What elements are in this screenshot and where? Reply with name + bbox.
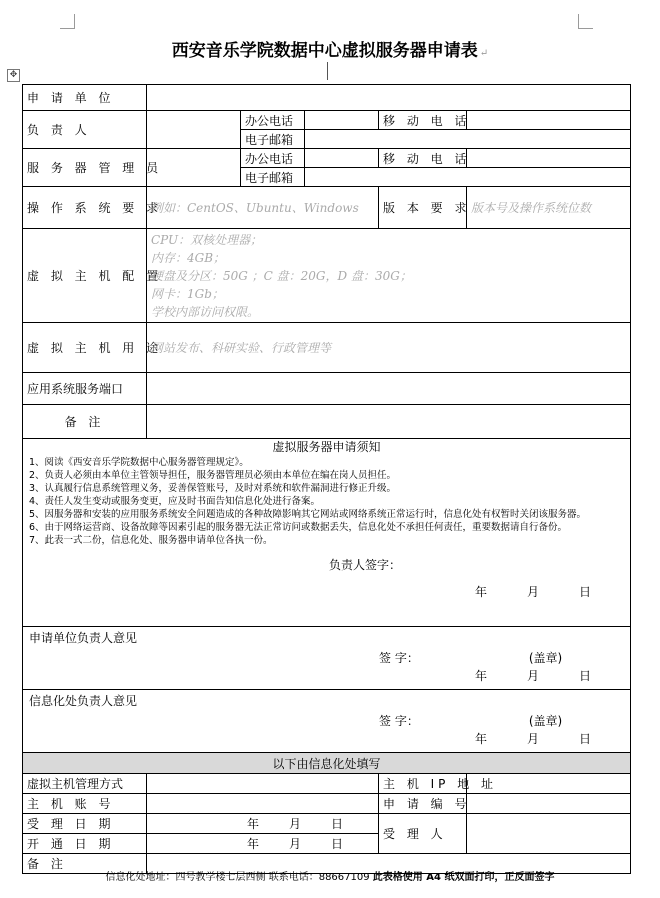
label-email: 电子邮箱 [241,130,305,149]
port-field[interactable] [147,373,631,405]
label-mgmt: 虚拟主机管理方式 [23,774,147,794]
year-label: 年 [247,817,260,831]
info-opinion-section[interactable] [23,690,631,753]
label-port: 应用系统服务端口 [23,373,147,405]
footer-address: 信息化处地址：四号教学楼七层西侧 联系电话：88667109 [105,872,370,883]
label-remark: 备 注 [23,405,147,439]
account-field[interactable] [147,794,379,814]
open-date-field[interactable] [147,834,379,854]
responsible-email-field[interactable] [305,130,631,149]
applicant-unit-field[interactable] [147,85,631,111]
label-accept-date: 受 理 日 期 [23,814,147,834]
text-cursor [327,62,328,80]
responsible-office-phone-field[interactable] [305,111,379,130]
sign-label: 签 字： [379,714,419,728]
row-accept-date [23,814,631,834]
row-account [23,794,631,814]
label-number: 申 请 编 号 [379,794,467,814]
seal-label: (盖章) [528,714,563,728]
year-label: 年 [475,585,488,599]
applicant-opinion-section[interactable] [23,627,631,690]
day-label: 日 [331,817,344,831]
handler-field[interactable] [467,814,631,854]
label-os: 操 作 系 统 要 求 [23,187,147,229]
mgmt-field[interactable] [147,774,379,794]
admin-mobile-field[interactable] [467,149,631,168]
label-version: 版 本 要 求 [379,187,467,229]
notice-title: 虚拟服务器申请须知 [272,440,381,454]
sign-label: 签 字： [379,651,419,665]
application-form-table [22,84,631,874]
remark-field[interactable] [147,405,631,439]
applicant-opinion-sign [29,649,624,667]
info-opinion-sign [29,712,624,730]
label-config: 虚 拟 主 机 配 置 [23,229,147,323]
page-corner-mark [578,14,593,29]
row-admin [23,149,631,168]
info-section-header: 以下由信息化处填写 [23,753,631,774]
row-config [23,229,631,323]
day-label: 日 [331,837,344,851]
config-field[interactable] [147,229,631,323]
label-mobile: 移 动 电 话 [379,149,467,168]
month-label: 月 [289,817,302,831]
year-label: 年 [475,732,488,746]
row-remark [23,405,631,439]
notice-section [23,439,631,627]
number-field[interactable] [467,794,631,814]
row-usage [23,323,631,373]
label-admin: 服 务 器 管 理 员 [23,149,147,187]
day-label: 日 [579,585,592,599]
notice-item: 1、阅读《西安音乐学院数据中心服务器管理规定》。 [29,457,249,468]
row-port [23,373,631,405]
label-ip: 主 机 IP 地 址 [379,774,467,794]
row-info-opinion [23,690,631,753]
month-label: 月 [289,837,302,851]
config-line: 学校内部访问权限。 [151,304,260,319]
label-responsible: 负 责 人 [23,111,147,149]
page-corner-mark [60,14,75,29]
responsible-mobile-field[interactable] [467,111,631,130]
document-title: 西安音乐学院数据中心虚拟服务器申请表 ↵ [171,41,489,61]
row-os [23,187,631,229]
notice-signer [29,559,624,572]
year-label: 年 [247,837,260,851]
label-office-phone: 办公电话 [241,111,305,130]
row-applicant-unit [23,85,631,111]
table-move-handle-icon[interactable]: ✥ [7,69,20,82]
config-line: 硬盘及分区：50G ；C 盘：20G，D 盘：30G； [151,268,412,283]
notice-item: 6、由于网络运营商、设备故障等因素引起的服务器无法正常访问或数据丢失，信息化处不承担任何责任，重要数据请自行备份。 [29,522,568,533]
usage-field[interactable]: 网站发布、科研实验、行政管理等 [147,323,631,373]
row-info-header [23,753,631,774]
config-line: CPU：双核处理器； [151,232,263,247]
notice-item: 4、责任人发生变动或服务变更，应及时书面告知信息化处进行备案。 [29,496,321,507]
label-info-remark: 备 注 [23,854,147,874]
label-mobile: 移 动 电 话 [379,111,467,130]
row-responsible [23,111,631,130]
row-mgmt [23,774,631,794]
info-opinion-label: 信息化处负责人意见 [29,694,138,708]
row-applicant-opinion [23,627,631,690]
label-office-phone: 办公电话 [241,149,305,168]
label-handler: 受 理 人 [379,814,467,854]
version-field[interactable]: 版本号及操作系统位数 [467,187,631,229]
admin-office-phone-field[interactable] [305,149,379,168]
applicant-opinion-label: 申请单位负责人意见 [29,631,138,645]
footer [0,868,660,883]
day-label: 日 [579,732,592,746]
day-label: 日 [579,669,592,683]
config-line: 内存：4GB； [151,250,226,265]
applicant-opinion-date [29,667,624,685]
notice-date [29,586,624,599]
label-email: 电子邮箱 [241,168,305,187]
row-notice [23,439,631,627]
info-opinion-date [29,730,624,748]
notice-item: 5、因服务器和安装的应用服务系统安全问题造成的各种故障影响其它网站或网络系统正常运行时，信息化处有权暂时关闭该服务器。 [29,509,587,520]
month-label: 月 [527,669,540,683]
os-field[interactable]: 例如：CentOS、Ubuntu、Windows [147,187,379,229]
label-open-date: 开 通 日 期 [23,834,147,854]
notice-item: 3、认真履行信息系统管理义务，妥善保管账号，及时对系统和软件漏洞进行修正升级。 [29,483,397,494]
config-line: 网卡：1Gb； [151,286,224,301]
label-applicant-unit: 申 请 单 位 [23,85,147,111]
accept-date-field[interactable] [147,814,379,834]
responsible-name-field[interactable] [147,111,241,149]
month-label: 月 [527,585,540,599]
notice-signer-label: 负责人签字： [329,558,402,572]
notice-item: 7、此表一式二份，信息化处、服务器申请单位各执一份。 [29,535,273,546]
footer-note: 此表格使用 A4 纸双面打印，正反面签字 [372,872,555,883]
admin-email-field[interactable] [305,168,631,187]
month-label: 月 [527,732,540,746]
label-usage: 虚 拟 主 机 用 途 [23,323,147,373]
label-account: 主 机 账 号 [23,794,147,814]
seal-label: (盖章) [528,651,563,665]
year-label: 年 [475,669,488,683]
notice-item: 2、负责人必须由本单位主管领导担任，服务器管理员必须由本单位在编在岗人员担任。 [29,470,397,481]
